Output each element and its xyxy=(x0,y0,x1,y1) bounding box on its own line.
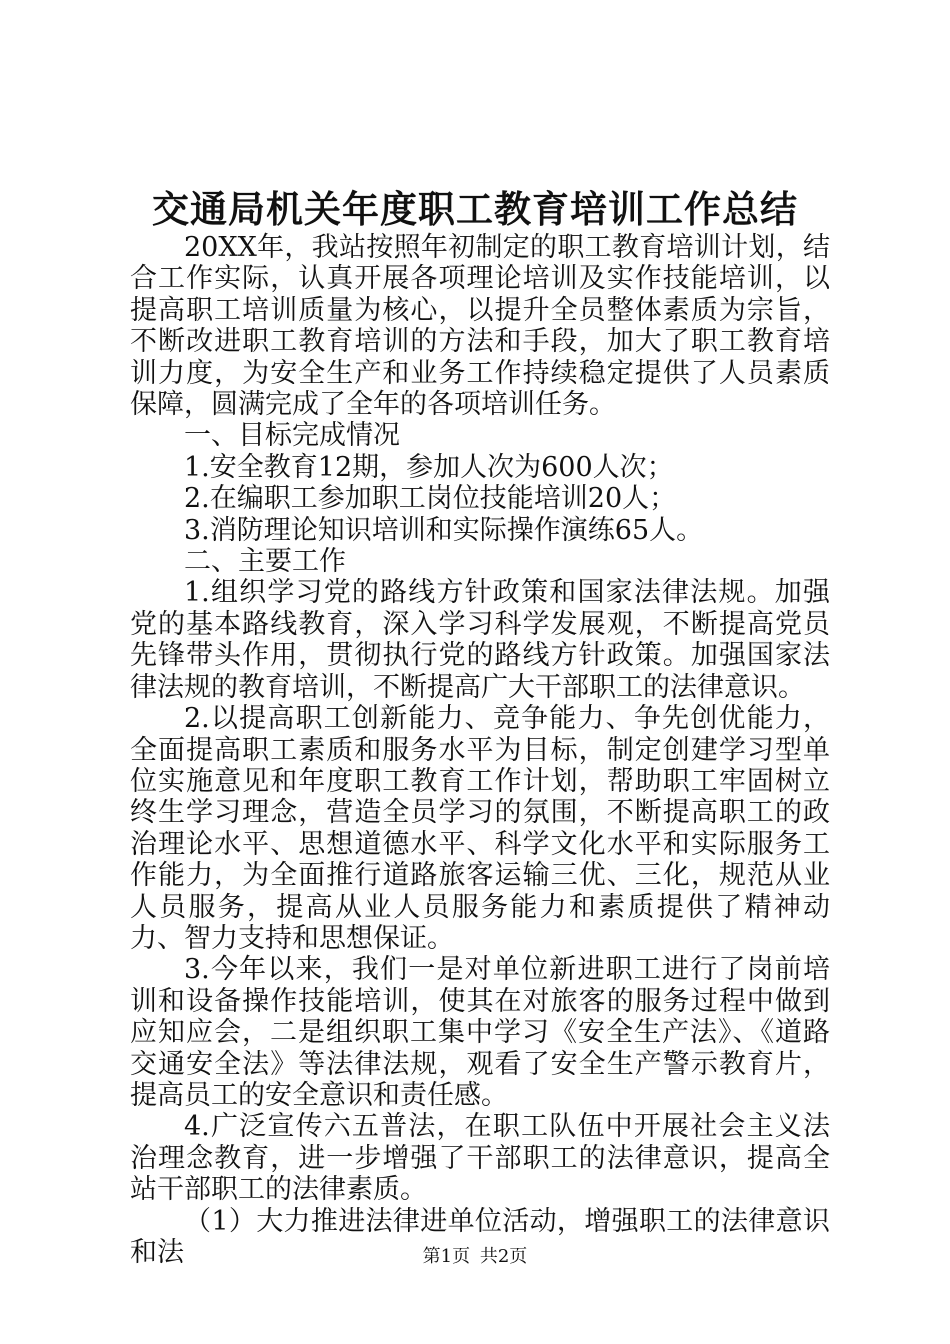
list-item: 2.在编职工参加职工岗位技能培训20人； xyxy=(184,483,677,515)
document-title: 交通局机关年度职工教育培训工作总结 xyxy=(152,188,798,231)
paragraph-work-4: 4.广泛宣传六五普法，在职工队伍中开展社会主义法治理念教育，进一步增强了干部职工的法律意识，提高全站干部职工的法律素质。 xyxy=(130,1111,830,1206)
paragraph-work-1: 1.组织学习党的路线方针政策和国家法律法规。加强党的基本路线教育，深入学习科学发展观，不断提高党员先锋带头作用，贯彻执行党的路线方针政策。加强国家法律法规的教育培训，不断提高广大干部职工的法律意识。 xyxy=(130,577,830,703)
heading-main-work: 二、主要工作 xyxy=(184,546,346,578)
paragraph-sub-1: （1）大力推进法律进单位活动，增强职工的法律意识和法 xyxy=(130,1205,830,1268)
paragraph-intro: 20XX年，我站按照年初制定的职工教育培训计划，结合工作实际，认真开展各项理论培训及实作技能培训，以提高职工培训质量为核心，以提升全员整体素质为宗旨，不断改进职工教育培训的方法和手段，加大了职工教育培训力度，为安全生产和业务工作持续稳定提供了人员素质保障，圆满完成了全年的各项培训任务。 xyxy=(130,232,830,421)
paragraph-work-3: 3.今年以来，我们一是对单位新进职工进行了岗前培训和设备操作技能培训，使其在对旅客的服务过程中做到应知应会，二是组织职工集中学习《安全生产法》、《道路交通安全法》等法律法规，观看了安全生产警示教育片，提高员工的安全意识和责任感。 xyxy=(130,954,830,1111)
list-item: 1.安全教育12期，参加人次为600人次； xyxy=(184,451,674,483)
list-item: 3.消防理论知识培训和实际操作演练65人。 xyxy=(184,514,704,546)
paragraph-work-2: 2.以提高职工创新能力、竞争能力、争先创优能力，全面提高职工素质和服务水平为目标，制定创建学习型单位实施意见和年度职工教育工作计划，帮助职工牢固树立终生学习理念，营造全员学习的氛围，不断提高职工的政治理论水平、思想道德水平、科学文化水平和实际服务工作能力，为全面推行道路旅客运输三优、三化，规范从业人员服务，提高从业人员服务能力和素质提供了精神动力、智力支持和思想保证。 xyxy=(130,703,830,954)
page-footer xyxy=(0,1245,950,1269)
page-number: 第1页 xyxy=(422,1246,471,1267)
document-body xyxy=(130,232,830,1268)
heading-goals: 一、目标完成情况 xyxy=(184,420,400,452)
page-total: 共2页 xyxy=(479,1246,528,1267)
